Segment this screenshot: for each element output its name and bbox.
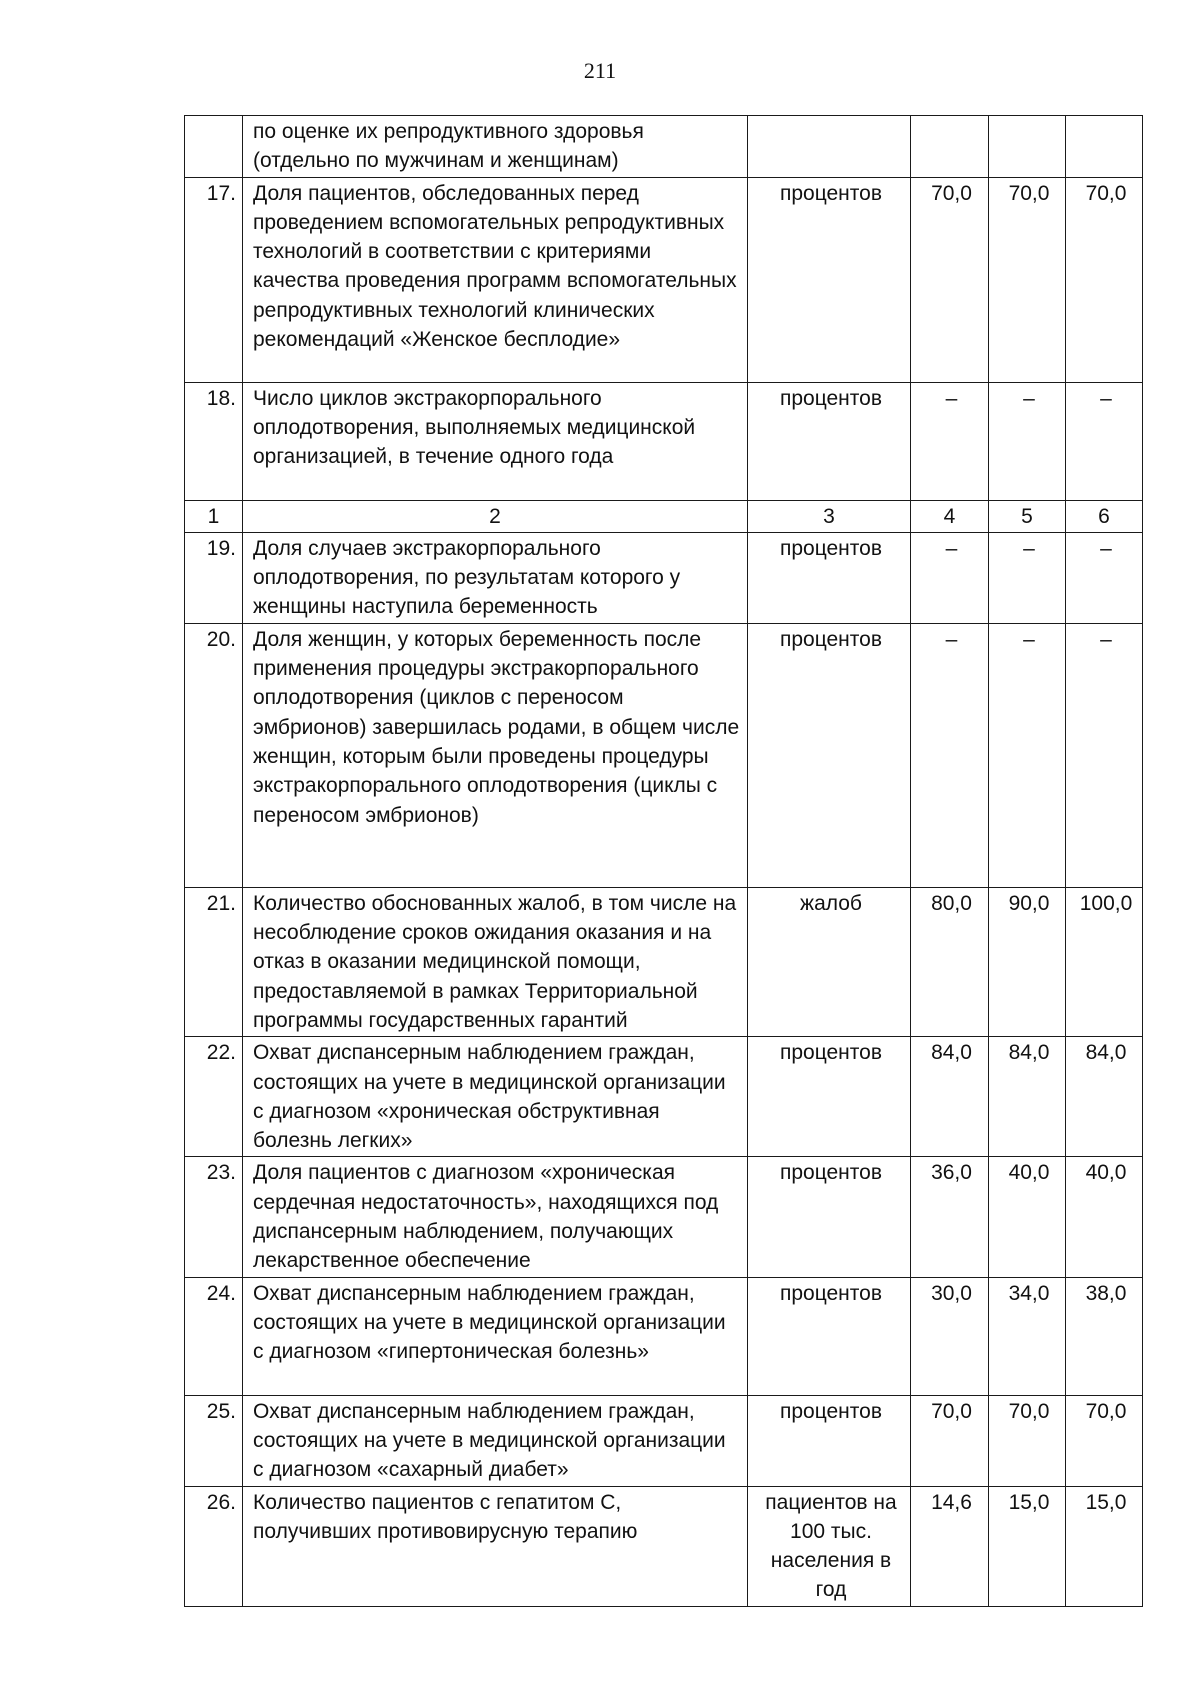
row-number: 19. [185,532,243,623]
value-col5: 90,0 [989,887,1066,1036]
indicator-name: Доля случаев экстракорпорального оплодотворения, по результатам которого у женщины наступила беременность [243,532,748,623]
indicators-table [184,115,1143,1607]
value-col6: 70,0 [1066,1395,1143,1486]
unit-cell: процентов [748,623,911,887]
row-number: 20. [185,623,243,887]
table-row [185,1277,1143,1395]
row-number: 23. [185,1157,243,1277]
row-number: 26. [185,1486,243,1606]
value-col6: 40,0 [1066,1157,1143,1277]
row-number: 21. [185,887,243,1036]
row-number: 25. [185,1395,243,1486]
row-number [185,116,243,178]
value-col5: 84,0 [989,1037,1066,1157]
row-number: 17. [185,177,243,382]
row-number: 18. [185,382,243,500]
row-number: 22. [185,1037,243,1157]
unit-cell: процентов [748,1395,911,1486]
table-row [185,887,1143,1036]
indicator-name: Охват диспансерным наблюдением граждан, состоящих на учете в медицинской организации с диагнозом «гипертоническая болезнь» [243,1277,748,1395]
indicator-name: Доля пациентов, обследованных перед проведением вспомогательных репродуктивных технологий в соответствии с критериями качества проведения программ вспомогательных репродуктивных технологий клинических рекомендаций «Женское бесплодие» [243,177,748,382]
column-number: 1 [185,500,243,532]
column-number: 3 [748,500,911,532]
table-row [185,382,1143,500]
value-col5: 40,0 [989,1157,1066,1277]
table-row [185,1157,1143,1277]
indicator-name: Охват диспансерным наблюдением граждан, состоящих на учете в медицинской организации с диагнозом «сахарный диабет» [243,1395,748,1486]
value-col5: 15,0 [989,1486,1066,1606]
value-col5: 70,0 [989,1395,1066,1486]
value-col4: – [911,623,989,887]
unit-cell: пациентов на 100 тыс. населения в год [748,1486,911,1606]
value-col4: 36,0 [911,1157,989,1277]
value-col6: 38,0 [1066,1277,1143,1395]
row-number: 24. [185,1277,243,1395]
table-row [185,1486,1143,1606]
column-number-row [185,500,1143,532]
column-number: 5 [989,500,1066,532]
value-col6: – [1066,532,1143,623]
value-col6: 100,0 [1066,887,1143,1036]
unit-cell: жалоб [748,887,911,1036]
unit-cell [748,116,911,178]
value-col4: 14,6 [911,1486,989,1606]
value-col4: 70,0 [911,1395,989,1486]
table-row [185,1037,1143,1157]
page-number: 211 [583,58,617,83]
value-col6: 70,0 [1066,177,1143,382]
column-number: 2 [243,500,748,532]
value-col5: 34,0 [989,1277,1066,1395]
value-col5: – [989,382,1066,500]
value-col6 [1066,116,1143,178]
value-col5: 70,0 [989,177,1066,382]
value-col5: – [989,623,1066,887]
value-col4: 30,0 [911,1277,989,1395]
column-number: 4 [911,500,989,532]
value-col4: 80,0 [911,887,989,1036]
indicator-name: по оценке их репродуктивного здоровья (отдельно по мужчинам и женщинам) [243,116,748,178]
indicator-name: Число циклов экстракорпорального оплодотворения, выполняемых медицинской организацией, в течение одного года [243,382,748,500]
unit-cell: процентов [748,1157,911,1277]
table-row [185,1395,1143,1486]
table-row [185,177,1143,382]
table-row [185,623,1143,887]
indicator-name: Охват диспансерным наблюдением граждан, состоящих на учете в медицинской организации с диагнозом «хроническая обструктивная болезнь легких» [243,1037,748,1157]
unit-cell: процентов [748,1037,911,1157]
value-col4: 70,0 [911,177,989,382]
value-col4: 84,0 [911,1037,989,1157]
column-number: 6 [1066,500,1143,532]
value-col6: 15,0 [1066,1486,1143,1606]
value-col5: – [989,532,1066,623]
value-col5 [989,116,1066,178]
value-col4 [911,116,989,178]
indicator-name: Количество пациентов с гепатитом С, получивших противовирусную терапию [243,1486,748,1606]
value-col6: – [1066,382,1143,500]
unit-cell: процентов [748,532,911,623]
value-col4: – [911,532,989,623]
value-col6: – [1066,623,1143,887]
value-col6: 84,0 [1066,1037,1143,1157]
value-col4: – [911,382,989,500]
unit-cell: процентов [748,177,911,382]
unit-cell: процентов [748,1277,911,1395]
indicator-name: Доля женщин, у которых беременность после применения процедуры экстракорпорального оплодотворения (циклов с переносом эмбрионов) завершилась родами, в общем числе женщин, которым были проведены процедуры экстракорпорального оплодотворения (циклы с переносом эмбрионов) [243,623,748,887]
table-row [185,116,1143,178]
indicator-name: Доля пациентов с диагнозом «хроническая сердечная недостаточность», находящихся под диспансерным наблюдением, получающих лекарственное обеспечение [243,1157,748,1277]
table-row [185,532,1143,623]
indicator-name: Количество обоснованных жалоб, в том числе на несоблюдение сроков ожидания оказания и на отказ в оказании медицинской помощи, предоставляемой в рамках Территориальной программы государственных гарантий [243,887,748,1036]
unit-cell: процентов [748,382,911,500]
